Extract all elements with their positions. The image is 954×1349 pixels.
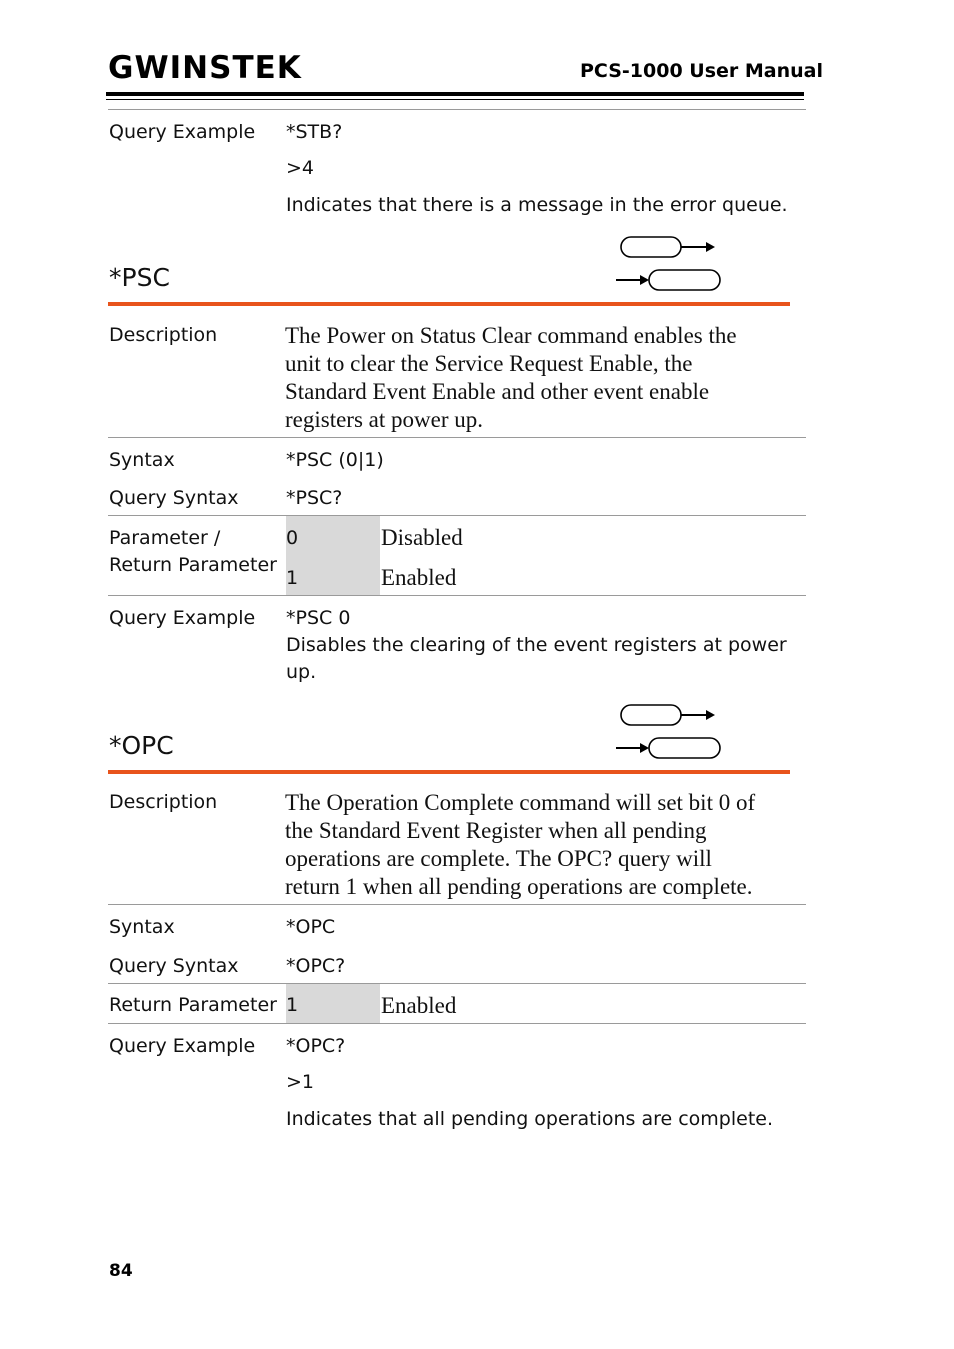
psc-return-parameter-label: Return Parameter [109,554,277,576]
example-command: *STB? [286,121,343,143]
opc-example-label: Query Example [109,1035,256,1057]
opc-description-line: the Standard Event Register when all pending [285,818,707,843]
example-response: >4 [286,157,315,179]
psc-divider-2 [108,515,806,516]
opc-description-line: return 1 when all pending operations are complete. [285,874,753,899]
opc-divider-3 [108,1023,806,1024]
brand-logo: GWINSTEK [108,50,302,86]
opc-return-parameter-label: Return Parameter [109,994,277,1016]
opc-syntax: *OPC [286,916,336,938]
query-example-label: Query Example [109,121,256,143]
opc-description-label: Description [109,791,218,813]
opc-example-response: >1 [286,1071,315,1093]
opc-description [285,789,755,901]
psc-description-line: unit to clear the Service Request Enable, the [285,351,693,376]
psc-param-value: 1 [286,567,299,589]
psc-syntax: *PSC (0|1) [286,449,384,471]
psc-divider-1 [108,437,806,438]
opc-description-line: operations are complete. The OPC? query will [285,846,712,871]
psc-description [285,322,737,434]
psc-example-explanation: Disables the clearing of the event registers at power [286,634,787,656]
opc-param-value: 1 [286,994,299,1016]
psc-parameter-label: Parameter / [109,527,221,549]
psc-param-value: 0 [286,527,299,549]
psc-description-label: Description [109,324,218,346]
opc-title: *OPC [109,731,174,760]
set-command-icon [614,702,724,762]
opc-example-command: *OPC? [286,1035,346,1057]
opc-param-shading [286,984,380,1023]
opc-syntax-label: Syntax [109,916,175,938]
psc-query-syntax: *PSC? [286,487,343,509]
opc-example-explanation: Indicates that all pending operations are complete. [286,1108,774,1130]
psc-title-rule [108,302,790,306]
psc-query-syntax-label: Query Syntax [109,487,239,509]
psc-example-command: *PSC 0 [286,607,351,629]
top-divider [108,109,806,110]
psc-example-label: Query Example [109,607,256,629]
psc-param-meaning: Disabled [381,525,463,550]
opc-description-line: The Operation Complete command will set bit 0 of [285,790,756,815]
header-rule-thick [106,92,804,96]
opc-query-syntax: *OPC? [286,955,346,977]
set-command-icon [614,234,724,294]
header-rule-thin [106,99,804,100]
opc-title-rule [108,770,790,774]
opc-divider-2 [108,983,806,984]
psc-description-line: Standard Event Enable and other event enable [285,379,710,404]
opc-query-syntax-label: Query Syntax [109,955,239,977]
opc-divider-1 [108,904,806,905]
page-number: 84 [109,1261,133,1281]
psc-description-line: registers at power up. [285,407,483,432]
example-explanation: Indicates that there is a message in the error queue. [286,194,788,216]
opc-param-meaning: Enabled [381,993,457,1018]
psc-divider-3 [108,595,806,596]
psc-example-explanation-cont: up. [286,661,317,683]
psc-title: *PSC [109,263,170,292]
psc-param-shading [286,516,380,595]
manual-title: PCS-1000 User Manual [580,60,824,82]
psc-syntax-label: Syntax [109,449,175,471]
psc-description-line: The Power on Status Clear command enables the [285,323,737,348]
psc-param-meaning: Enabled [381,565,457,590]
